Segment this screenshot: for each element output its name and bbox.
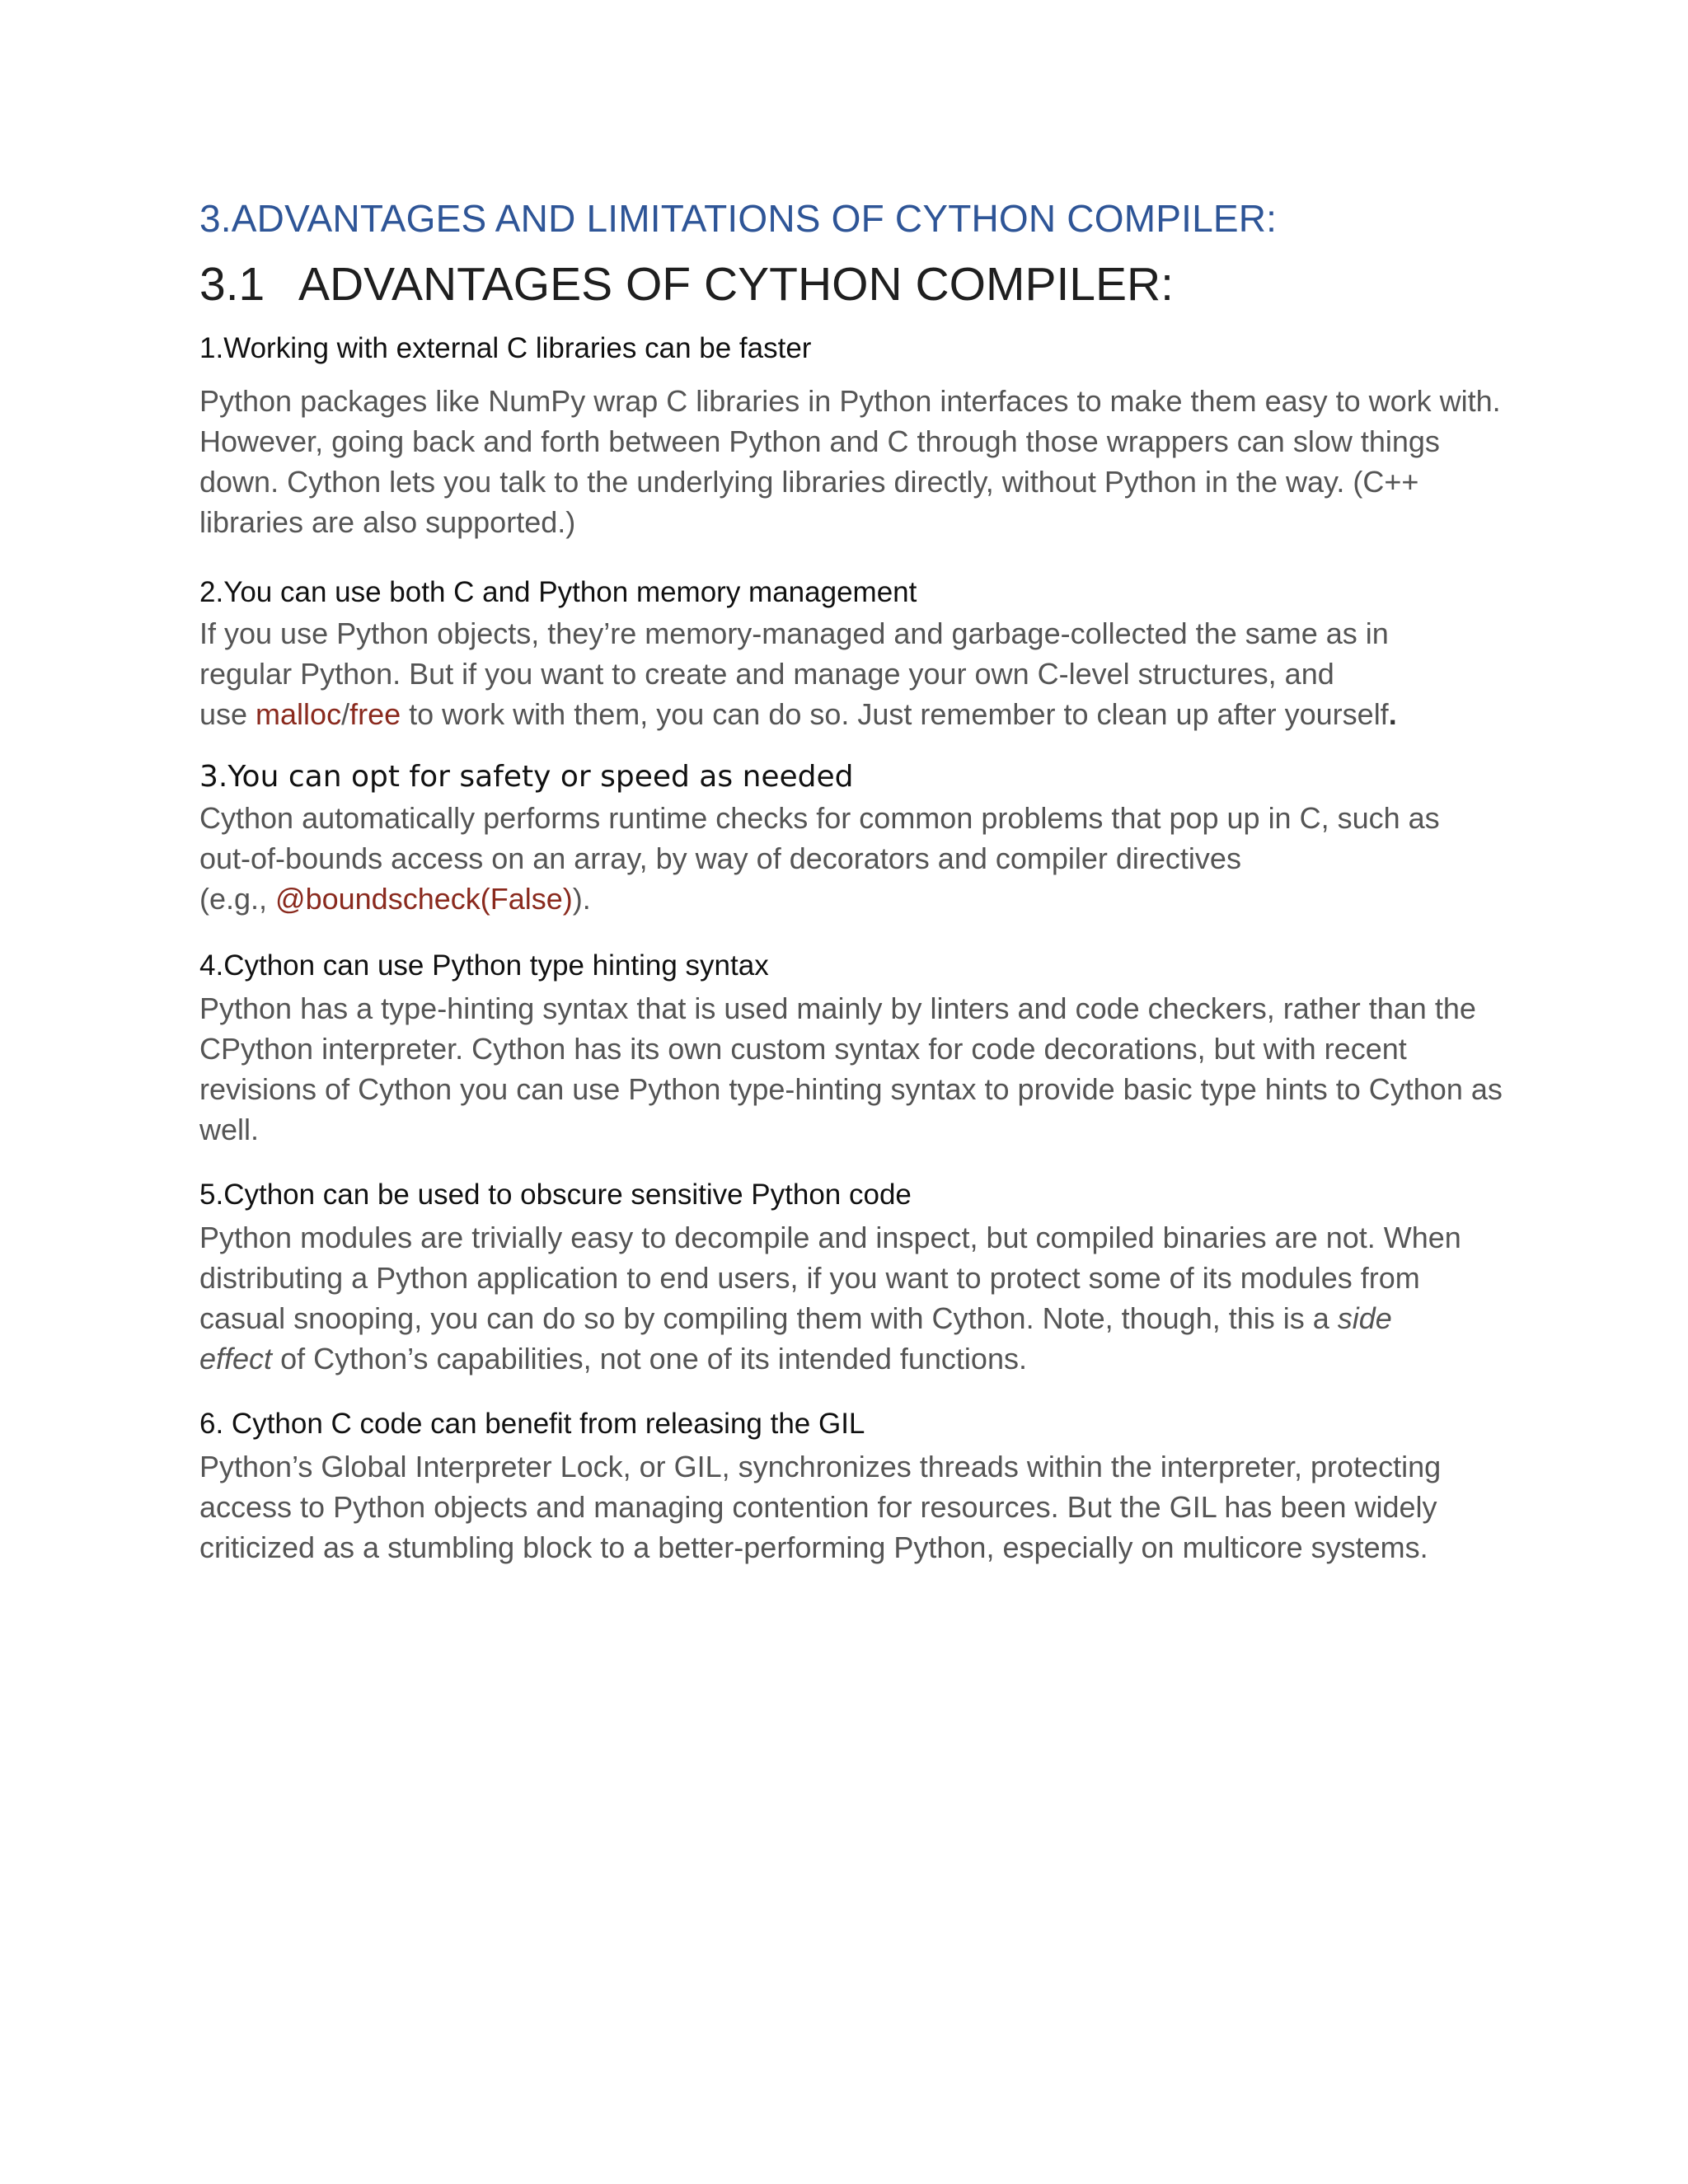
advantage-heading-4: 4.Cython can use Python type hinting syntax — [199, 949, 769, 982]
advantage-heading-5: 5.Cython can be used to obscure sensitive Python code — [199, 1178, 912, 1211]
italic-side: side — [1337, 1301, 1392, 1335]
document-title: 3.ADVANTAGES AND LIMITATIONS OF CYTHON COMPILER: — [199, 197, 1278, 240]
advantage-item-3 — [199, 759, 1518, 919]
code-boundscheck: @boundscheck(False) — [275, 881, 573, 916]
body-line-suffix: ). — [572, 881, 591, 916]
body-line-suffix: to work with them, you can do so. Just remember to clean up after yourself — [401, 696, 1389, 731]
body-line: out-of-bounds access on an array, by way of decorators and compiler directives — [199, 841, 1241, 875]
body-line: Cython automatically performs runtime checks for common problems that pop up in C, such as — [199, 800, 1440, 835]
body-line-suffix: of Cython’s capabilities, not one of its intended functions. — [272, 1341, 1027, 1376]
code-malloc: malloc — [256, 696, 342, 731]
advantage-body-4: Python has a type-hinting syntax that is used mainly by linters and code checkers, rather than the CPython interpreter. Cython has its own custom syntax for code decorations, but with recent revisions of Cython you can use Python type-hinting syntax to provide basic type hints to Cython as well. — [199, 991, 1503, 1146]
advantage-item-5 — [199, 1178, 1518, 1379]
body-line: regular Python. But if you want to create and manage your own C-level structures, and — [199, 656, 1334, 691]
body-line: distributing a Python application to end users, if you want to protect some of its modules from — [199, 1260, 1420, 1295]
body-line-prefix: use — [199, 696, 256, 731]
advantage-heading-1: 1.Working with external C libraries can be faster — [199, 331, 812, 364]
advantage-body-2 — [199, 613, 1518, 734]
advantage-heading-6: 6. Cython C code can benefit from releasing the GIL — [199, 1407, 865, 1440]
section-title-text: ADVANTAGES OF CYTHON COMPILER: — [298, 258, 1175, 312]
advantage-item-1 — [199, 331, 1518, 542]
body-line: Python modules are trivially easy to decompile and inspect, but compiled binaries are not. When — [199, 1220, 1461, 1254]
section-number: 3.1 — [199, 258, 265, 312]
advantage-heading-2: 2.You can use both C and Python memory management — [199, 575, 917, 608]
code-free: free — [349, 696, 401, 731]
body-line-prefix: casual snooping, you can do so by compiling them with Cython. Note, though, this is a — [199, 1301, 1338, 1335]
advantage-heading-3: 3.You can opt for safety or speed as needed — [199, 759, 854, 794]
document-content — [199, 196, 1518, 1568]
advantage-body-5 — [199, 1217, 1518, 1379]
body-end-dot: . — [1388, 696, 1397, 731]
advantage-item-6 — [199, 1407, 1518, 1568]
advantage-body-3 — [199, 798, 1518, 919]
body-line-prefix: (e.g., — [199, 881, 276, 916]
italic-effect: effect — [199, 1341, 273, 1376]
body-line: If you use Python objects, they’re memory-managed and garbage-collected the same as in — [199, 616, 1389, 650]
section-heading — [199, 256, 1518, 312]
advantage-item-2 — [199, 575, 1518, 734]
advantage-item-4 — [199, 949, 1518, 1150]
advantage-body-1: Python packages like NumPy wrap C libraries in Python interfaces to make them easy to work with. However, going back and forth between Python and C through those wrappers can slow things down. Cython lets you talk to the underlying libraries directly, without Python in the way. (C++ libraries are also supported.) — [199, 383, 1501, 539]
advantage-body-6: Python’s Global Interpreter Lock, or GIL, synchronizes threads within the interpreter, protecting access to Python objects and managing contention for resources. But the GIL has been widely criticized as a stumbling block to a better-performing Python, especially on multicore systems. — [199, 1449, 1442, 1564]
code-separator: / — [341, 696, 350, 731]
